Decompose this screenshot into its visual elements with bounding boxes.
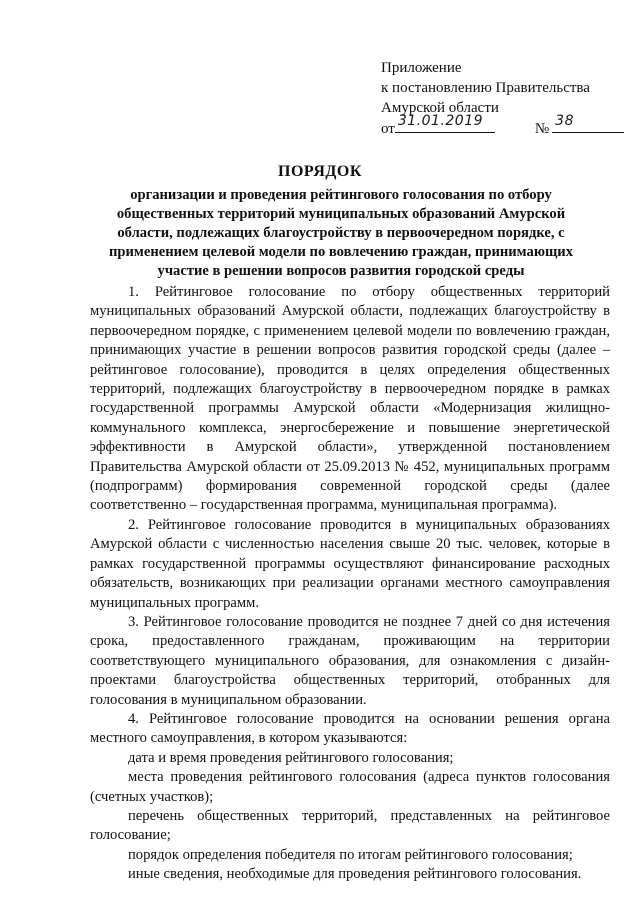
- handwritten-date: 31.01.2019: [397, 113, 484, 129]
- paragraph: 4. Рейтинговое голосование проводится на основании решения органа местного самоуправления, в котором указываются:: [90, 710, 610, 747]
- appendix-resolution-line: к постановлению Правительства: [381, 80, 590, 96]
- document-title: ПОРЯДОК: [278, 163, 362, 180]
- date-blank: [395, 113, 495, 133]
- paragraph: 3. Рейтинговое голосование проводится не позднее 7 дней со дня истечения срока, предоставленного гражданам, проживающим на территории соответствующего муниципального образования, для ознакомления с дизайн-проектами благоустройства общественных территорий, отобранных для голосования в муниципальном образовании.: [90, 613, 610, 708]
- appendix-block: [381, 58, 624, 139]
- document-body: [90, 283, 610, 885]
- appendix-reference-line: [381, 113, 624, 139]
- number-label: №: [534, 121, 550, 137]
- list-item: дата и время проведения рейтингового голосования;: [128, 749, 454, 766]
- appendix-title: Приложение: [381, 60, 462, 76]
- from-label: от: [381, 121, 395, 137]
- paragraph: 2. Рейтинговое голосование проводится в муниципальных образованиях Амурской области с численностью населения свыше 20 тыс. человек, которые в рамках государственной программы осуществляют финансирование расходных обязательств, возникающих при реализации органами местного самоуправления муниципальных программ.: [90, 516, 610, 611]
- paragraph: 1. Рейтинговое голосование по отбору общественных территорий муниципальных образований Амурской области, подлежащих благоустройству в первоочередном порядке, с применением целевой модели по вовлечению граждан, принимающих участие в решении вопросов развития городской среды (далее – рейтинговое голосование), проводится в целях определения общественных территорий, подлежащих благоустройству в первоочередном порядке в рамках государственной программы Амурской области «Модернизация жилищно-коммунального комплекса, энергосбережение и повышение энергетической эффективности в Амурской области», утвержденной постановлением Правительства Амурской области от 25.09.2013 № 452, муниципальных программ (подпрограмм) формирования современной городской среды (далее соответственно – государственная программа, муниципальная программа).: [90, 284, 610, 514]
- number-blank: [552, 113, 624, 133]
- list-item: иные сведения, необходимые для проведения рейтингового голосования.: [128, 866, 582, 883]
- list-item: перечень общественных территорий, представленных на рейтинговое голосование;: [90, 807, 610, 844]
- appendix-region-line: Амурской области: [381, 100, 499, 116]
- handwritten-number: 38: [555, 113, 574, 129]
- list-item: порядок определения победителя по итогам рейтингового голосования;: [128, 846, 573, 863]
- document-subtitle: организации и проведения рейтингового голосования по отбору общественных территорий муниципальных образований Амурской области, подлежащих благоустройству в первоочередном порядке, с применением целевой модели по вовлечению граждан, принимающих участие в решении вопросов развития городской среды: [109, 187, 573, 279]
- list-item: места проведения рейтингового голосования (адреса пунктов голосования (счетных участков);: [90, 769, 610, 805]
